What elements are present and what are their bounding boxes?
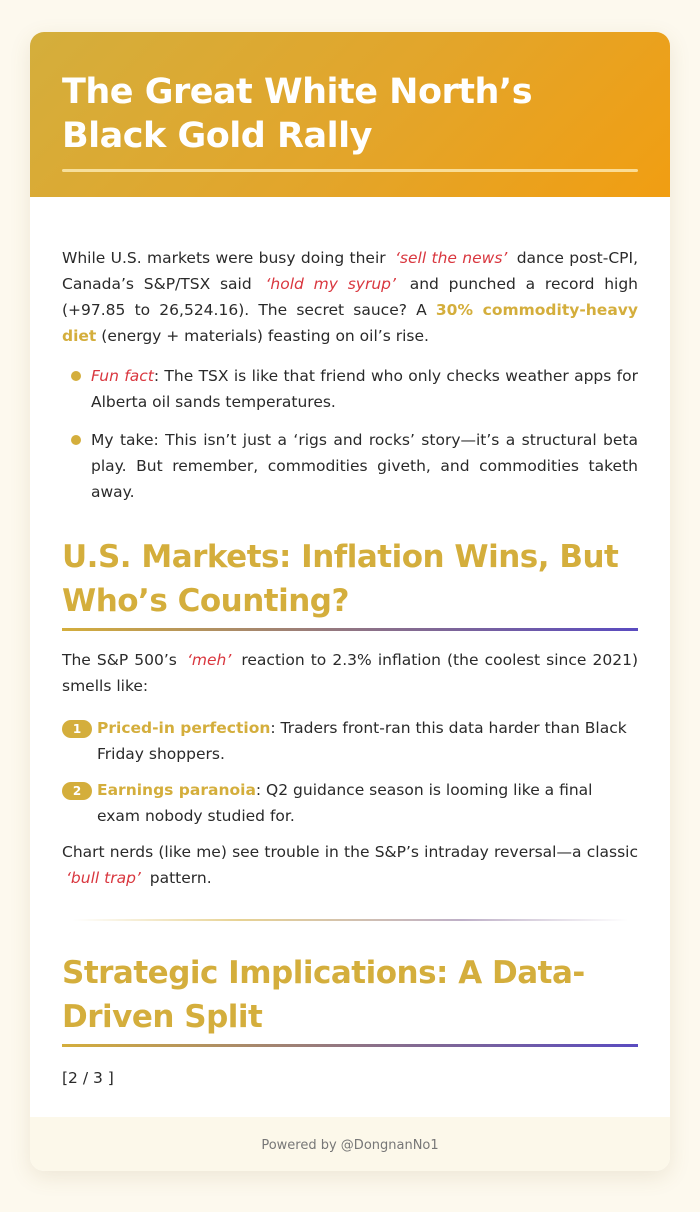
us-text-1: The S&P 500’s <box>62 651 183 669</box>
bullet-dot-icon <box>71 371 81 381</box>
footer <box>30 1117 670 1171</box>
bullet-text: : The TSX is like that friend who only checks weather apps for Alberta oil sands temperatures. <box>91 367 638 411</box>
closing-paragraph <box>62 839 638 891</box>
emphasis-fun-fact: Fun fact <box>91 367 154 385</box>
number-badge: 1 <box>62 720 92 738</box>
intro-text-2: dance post-CPI, Canada’s S&P/TSX said <box>62 249 639 293</box>
item-title: Earnings paranoia <box>97 781 256 799</box>
header-underline <box>62 169 638 172</box>
list-item <box>62 777 638 829</box>
closing-text-2: pattern. <box>144 869 212 887</box>
bullet-text: My take: This isn’t just a ‘rigs and rocks’ story—it’s a structural beta play. But remember, commodities giveth, and commodities taketh away. <box>91 431 638 501</box>
bullet-dot-icon <box>71 435 81 445</box>
section-heading-strategic: Strategic Implications: A Data-Driven Split <box>62 951 638 1047</box>
item-text: : Traders front-ran this data harder than Black Friday shoppers. <box>97 719 627 763</box>
emphasis-bull-trap: ‘bull trap’ <box>66 869 141 887</box>
emphasis-hold-my-syrup: ‘hold my syrup’ <box>265 275 396 293</box>
bullet-list <box>62 363 638 505</box>
header-banner <box>30 32 670 197</box>
article-card <box>30 32 670 1171</box>
intro-text-1: While U.S. markets were busy doing their <box>62 249 391 267</box>
item-text: : Q2 guidance season is looming like a final exam nobody studied for. <box>97 781 593 825</box>
footer-credit: Powered by @DongnanNo1 <box>261 1138 439 1153</box>
list-item <box>62 715 638 767</box>
us-text-2: reaction to 2.3% inflation (the coolest since 2021) smells like: <box>62 651 638 695</box>
closing-text-1: Chart nerds (like me) see trouble in the S&P’s intraday reversal—a classic <box>62 843 638 861</box>
highlight-commodity-diet: 30% commodity-heavy diet <box>62 301 638 345</box>
list-item <box>62 427 638 505</box>
us-paragraph <box>62 647 638 699</box>
emphasis-sell-the-news: ‘sell the news’ <box>395 249 508 267</box>
section-divider <box>72 919 628 921</box>
list-item <box>62 363 638 415</box>
page-indicator: [2 / 3 ] <box>62 1069 114 1087</box>
number-badge: 2 <box>62 782 92 800</box>
section-heading-us-markets: U.S. Markets: Inflation Wins, But Who’s Counting? <box>62 535 638 631</box>
intro-text-4: (energy + materials) feasting on oil’s rise. <box>96 327 429 345</box>
article-body <box>30 197 670 1091</box>
intro-paragraph <box>62 245 638 349</box>
numbered-list <box>62 715 638 829</box>
item-title: Priced-in perfection <box>97 719 271 737</box>
page-title: The Great White North’s Black Gold Rally <box>62 72 533 156</box>
intro-text-3: and punched a record high (+97.85 to 26,524.16). The secret sauce? A <box>62 275 639 319</box>
emphasis-meh: ‘meh’ <box>186 651 232 669</box>
